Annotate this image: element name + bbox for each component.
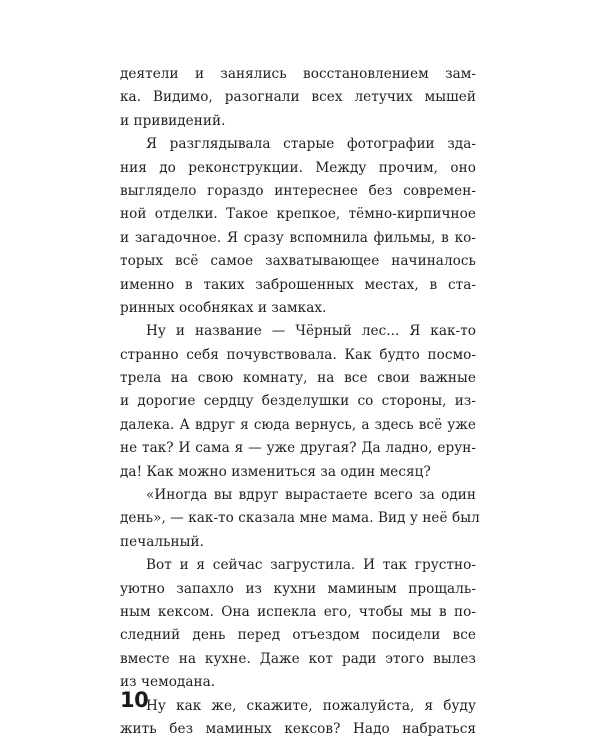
text-line: не так? И сама я — уже другая? Да ладно, ерун- [120,440,476,457]
text-line: следний день перед отъездом посидели все [120,627,476,644]
text-line: Я разглядывала старые фотографии зда- [146,136,476,153]
text-line: вместе на кухне. Даже кот ради этого вылез [120,650,476,667]
text-line: Ну и название — Чёрный лес... Я как-то [146,323,476,340]
text-line: и привидений. [120,112,226,129]
text-line: странно себя почувствовала. Как будто посмо- [120,346,476,363]
text-line: и дорогие сердцу безделушки со стороны, из- [120,393,476,410]
text-line: ринных особняках и замках. [120,299,327,316]
text-line: торых всё самое захватывающее начиналось [120,253,476,270]
text-line: именно в таких заброшенных местах, в ста- [120,276,476,293]
text-line: да! Как можно измениться за один месяц? [120,463,431,480]
text-line: день», — как-то сказала мне мама. Вид у неё был [120,510,480,527]
text-line: из чемодана. [120,674,216,691]
text-line: трела на свою комнату, на все свои важные [120,370,476,387]
text-line: и загадочное. Я сразу вспомнила фильмы, в ко- [120,229,476,246]
body-text [120,63,480,741]
text-line: далека. А вдруг я сюда вернусь, а здесь всё уже [120,416,476,433]
page-number: 10 [120,688,149,712]
text-line: печальный. [120,533,204,550]
text-line: выглядело гораздо интереснее без современ- [120,182,476,199]
text-line: жить без маминых кексов? Надо набраться [120,720,476,737]
text-line: ной отделки. Такое крепкое, тёмно-кирпичное [120,206,476,223]
text-line: ным кексом. Она испекла его, чтобы мы в по- [120,603,476,620]
text-line: уютно запахло из кухни маминым прощаль- [120,580,476,597]
text-line: ния до реконструкции. Между прочим, оно [120,159,476,176]
text-line: деятели и занялись восстановлением зам- [120,66,476,82]
text-line: Вот и я сейчас загрустила. И так грустно- [146,557,476,574]
text-line: Ну как же, скажите, пожалуйста, я буду [146,697,476,714]
text-line: ка. Видимо, разогнали всех летучих мышей [120,89,476,106]
text-line: «Иногда вы вдруг вырастаете всего за один [146,487,476,504]
